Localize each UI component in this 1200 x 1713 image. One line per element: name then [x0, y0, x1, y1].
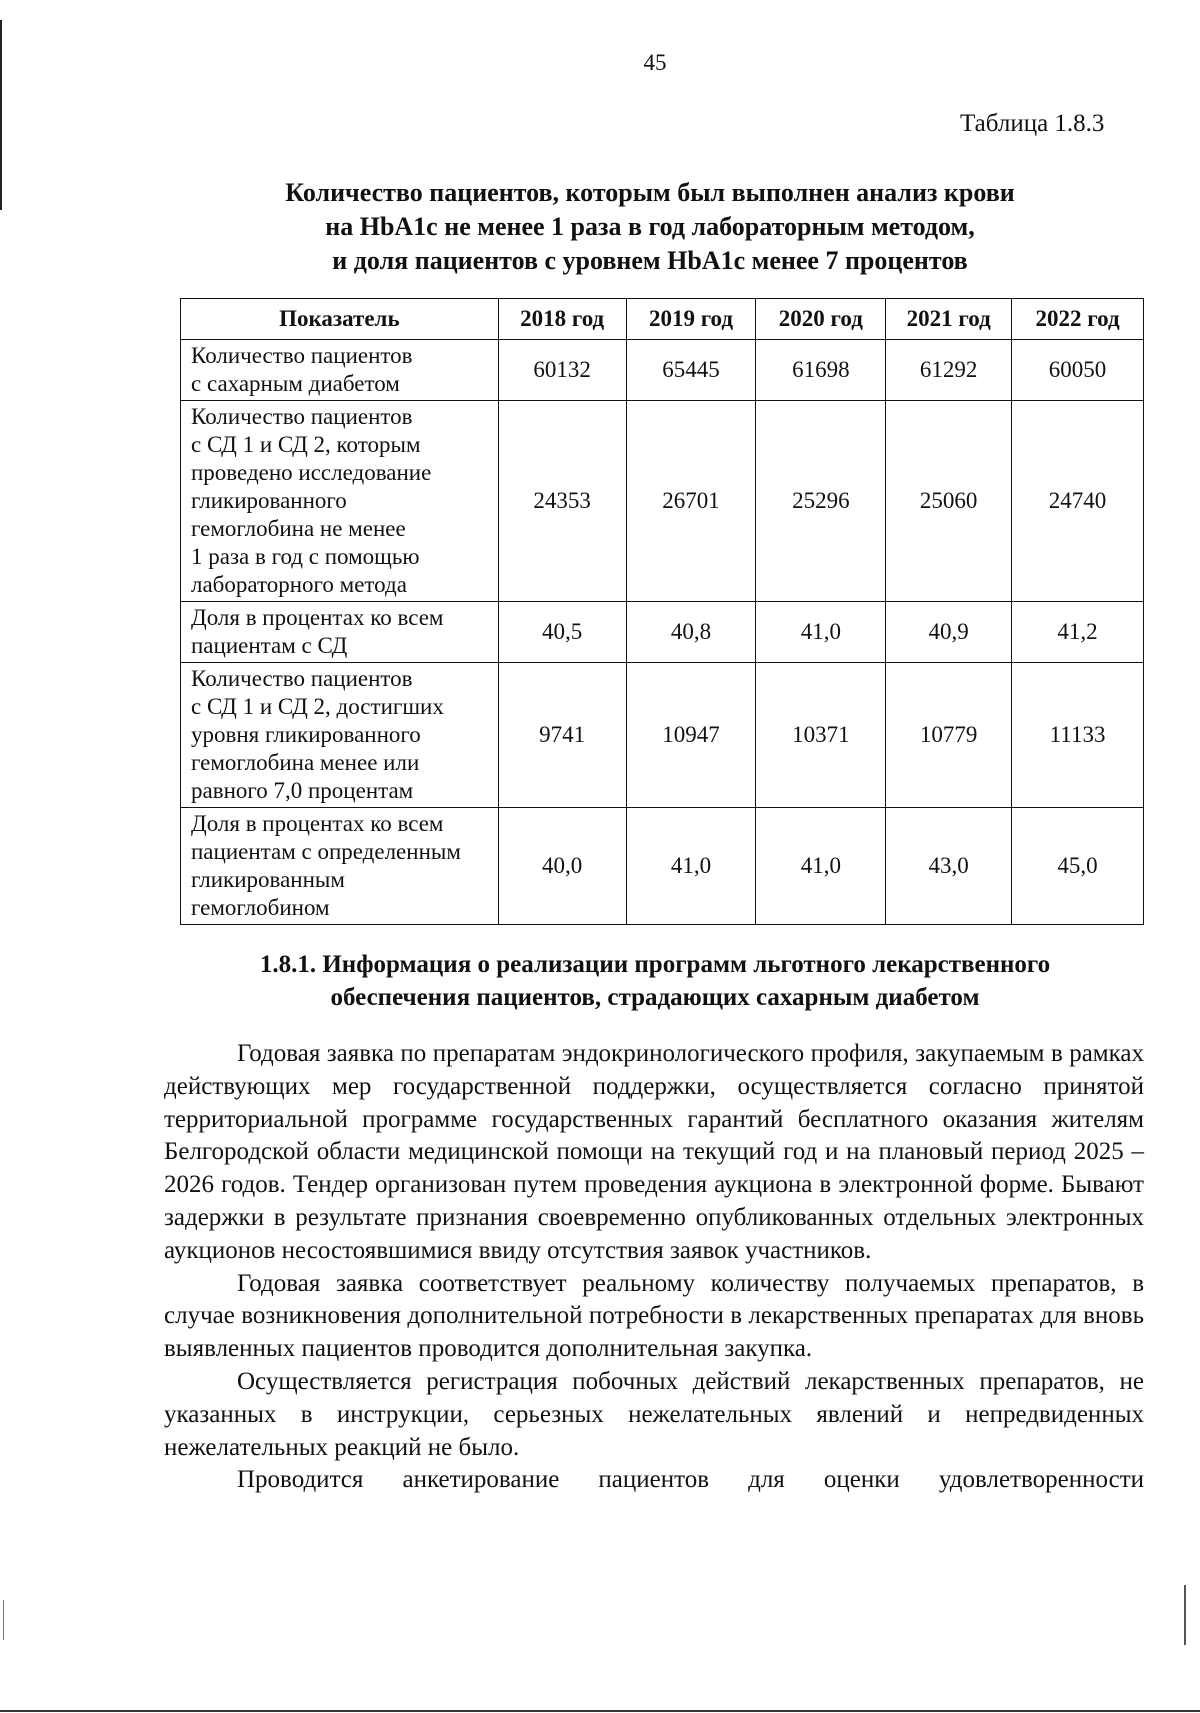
table-cell: 60132: [498, 340, 626, 401]
table-cell: 61292: [886, 340, 1012, 401]
table-cell: 10371: [756, 663, 886, 808]
header-2021: 2021 год: [886, 299, 1012, 340]
header-2019: 2019 год: [626, 299, 756, 340]
paragraph: Осуществляется регистрация побочных действий лекарственных препаратов, не указанных в инструкции, серьезных нежелательных явлений и непредвиденных нежелательных реакций не было.: [164, 1367, 1144, 1461]
table-title-line: и доля пациентов с уровнем HbA1c менее 7 процентов: [332, 246, 968, 275]
table-cell: 40,8: [626, 602, 756, 663]
table-cell: 41,0: [626, 808, 756, 925]
table-row: [181, 602, 1144, 663]
body-text: [164, 1038, 1144, 1497]
table-cell: 41,2: [1012, 602, 1144, 663]
table-cell: 24353: [498, 401, 626, 602]
scan-edge-left: [0, 20, 2, 210]
header-2020: 2020 год: [756, 299, 886, 340]
section-heading-line: 1.8.1. Информация о реализации программ льготного лекарственного: [259, 951, 1051, 978]
row-label: Количество пациентов с СД 1 и СД 2, достигших уровня гликированного гемоглобина менее или равного 7,0 процентам: [181, 663, 499, 808]
table-cell: 43,0: [886, 808, 1012, 925]
table-cell: 11133: [1012, 663, 1144, 808]
section-heading-line: обеспечения пациентов, страдающих сахарным диабетом: [330, 984, 980, 1011]
table-row: [181, 340, 1144, 401]
table-cell: 9741: [498, 663, 626, 808]
table-title: [150, 176, 1150, 278]
table-cell: 40,0: [498, 808, 626, 925]
table-cell: 61698: [756, 340, 886, 401]
hba1c-table: [180, 298, 1144, 925]
table-title-line: Количество пациентов, которым был выполнен анализ крови: [285, 178, 1015, 207]
row-label: Количество пациентов с СД 1 и СД 2, которым проведено исследование гликированного гемоглобина не менее 1 раза в год с помощью лабораторного метода: [181, 401, 499, 602]
paragraph: Годовая заявка по препаратам эндокринологического профиля, закупаемым в рамках действующих мер государственной поддержки, осуществляется согласно принятой территориальной программе государственных гарантий бесплатного оказания жителям Белгородской области медицинской помощи на текущий год и на плановый период 2025 – 2026 годов. Тендер организован путем проведения аукциона в электронной форме. Бывают задержки в результате признания своевременно опубликованных отдельных электронных аукционов несостоявшимися ввиду отсутствия заявок участников.: [164, 1040, 1144, 1264]
scan-edge-left-lower: [3, 1600, 4, 1640]
table-row: [181, 663, 1144, 808]
table-cell: 60050: [1012, 340, 1144, 401]
row-label: Доля в процентах ко всем пациентам с определенным гликированным гемоглобином: [181, 808, 499, 925]
scan-edge-right: [1184, 1585, 1186, 1645]
table-header-row: [181, 299, 1144, 340]
table-cell: 40,9: [886, 602, 1012, 663]
page-number: 45: [643, 50, 667, 75]
table-title-line: на HbA1c не менее 1 раза в год лабораторным методом,: [325, 212, 975, 241]
section-heading: [150, 948, 1160, 1014]
header-indicator: Показатель: [181, 299, 499, 340]
table-cell: 24740: [1012, 401, 1144, 602]
paragraph: Годовая заявка соответствует реальному количеству получаемых препаратов, в случае возникновения дополнительной потребности в лекарственных препаратах для вновь выявленных пациентов проводится дополнительная закупка.: [164, 1269, 1144, 1363]
header-2018: 2018 год: [498, 299, 626, 340]
header-2022: 2022 год: [1012, 299, 1144, 340]
table-cell: 25060: [886, 401, 1012, 602]
table-cell: 25296: [756, 401, 886, 602]
table-cell: 41,0: [756, 808, 886, 925]
row-label: Количество пациентов с сахарным диабетом: [181, 340, 499, 401]
row-label: Доля в процентах ко всем пациентам с СД: [181, 602, 499, 663]
table-caption: Таблица 1.8.3: [960, 110, 1105, 137]
table-cell: 65445: [626, 340, 756, 401]
table-cell: 26701: [626, 401, 756, 602]
table-cell: 40,5: [498, 602, 626, 663]
table-cell: 45,0: [1012, 808, 1144, 925]
table-row: [181, 808, 1144, 925]
scan-bottom-edge: [0, 1710, 1200, 1712]
table-cell: 10947: [626, 663, 756, 808]
table-row: [181, 401, 1144, 602]
table-cell: 41,0: [756, 602, 886, 663]
paragraph: Проводится анкетирование пациентов для оценки удовлетворенности: [237, 1466, 1144, 1494]
table-cell: 10779: [886, 663, 1012, 808]
